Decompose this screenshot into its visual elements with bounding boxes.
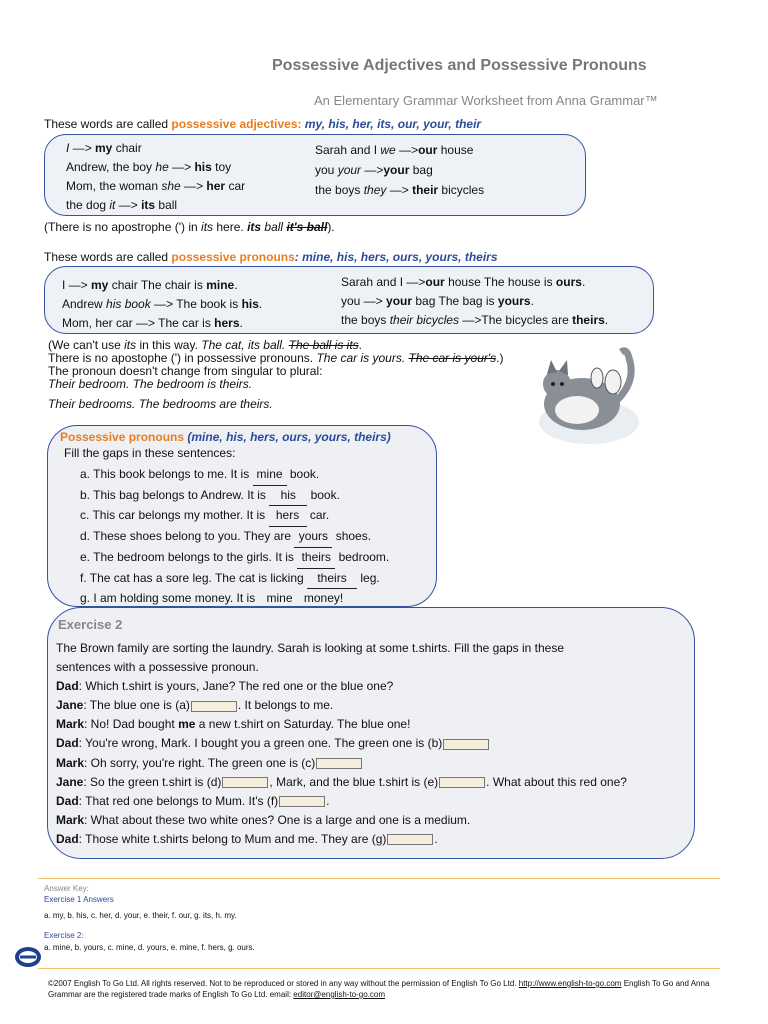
answer-key-ex1: a. my, b. his, c. her, d. your, e. their, f. our, g. its, h. my. xyxy=(44,911,237,920)
answer-input[interactable] xyxy=(191,701,237,712)
adj-row: you your —>your bag xyxy=(315,163,433,177)
exercise-item: d. These shoes belong to you. They are yours shoes. xyxy=(80,527,389,548)
pronouns-notes xyxy=(48,339,504,411)
divider xyxy=(38,968,720,969)
exercise-item: g. I am holding some money. It is mine money! xyxy=(80,589,389,610)
dialogue-line: Dad: You're wrong, Mark. I bought you a green one. The green one is (b) xyxy=(56,734,627,753)
answer-gap[interactable]: mine xyxy=(253,465,287,486)
exercise-item: a. This book belongs to me. It is mine book. xyxy=(80,465,389,486)
website-link[interactable]: http://www.english-to-go.com xyxy=(518,979,622,988)
adj-row: Sarah and I we —>our house xyxy=(315,143,474,157)
adj-row: the boys they —> their bicycles xyxy=(315,183,485,197)
exercise2-body xyxy=(56,639,627,849)
answer-key-ex1-label: Exercise 1 Answers xyxy=(44,895,114,904)
footer xyxy=(48,978,728,1000)
footer-line: ©2007 English To Go Ltd. All rights reserved. Not to be reproduced or stored in any way without the permission of English To Go Ltd. http://www.english-to-go.com English To Go and Anna xyxy=(48,979,710,988)
intro-words: my, his, her, its, our, your, their xyxy=(301,117,482,131)
cat-illustration-icon xyxy=(527,342,667,456)
answer-key-ex2-label: Exercise 2: xyxy=(44,931,84,940)
page-subtitle: An Elementary Grammar Worksheet from Anna Grammar™ xyxy=(314,93,658,108)
answer-key-ex2: a. mine, b. yours, c. mine, d. yours, e. mine, f. hers, g. ours. xyxy=(44,943,255,952)
dialogue-line: Mark: No! Dad bought me a new t.shirt on Saturday. The blue one! xyxy=(56,717,411,732)
pron-row: Mom, her car —> The car is hers. xyxy=(62,316,243,330)
dialogue-line: Dad: That red one belongs to Mum. It's (f) . xyxy=(56,793,330,808)
adj-row: I —> my chair xyxy=(66,141,142,155)
pron-row: the boys their bicycles —>The bicycles are theirs. xyxy=(341,313,609,327)
answer-gap[interactable]: hers xyxy=(269,506,307,527)
exercise-item: e. The bedroom belongs to the girls. It is theirs bedroom. xyxy=(80,548,389,569)
pron-row: Andrew his book —> The book is his. xyxy=(62,297,263,311)
answer-input[interactable] xyxy=(279,796,325,807)
pron-row: I —> my chair The chair is mine. xyxy=(62,278,238,292)
exercise1-instruction: Fill the gaps in these sentences: xyxy=(64,446,236,460)
exercise2-heading: Exercise 2 xyxy=(58,617,123,632)
answer-gap[interactable]: his xyxy=(269,486,307,507)
note-line: There is no apostophe (') in possessive pronouns. The car is yours. The car is your's.) xyxy=(48,351,504,365)
answer-gap[interactable]: theirs xyxy=(297,548,335,569)
exercise-item: f. The cat has a sore leg. The cat is licking theirs leg. xyxy=(80,569,389,590)
email-link[interactable]: editor@english-to-go.com xyxy=(293,990,386,999)
english-to-go-logo-icon xyxy=(14,946,42,968)
note-line: The pronoun doesn't change from singular to plural: xyxy=(48,364,323,378)
page-title: Possessive Adjectives and Possessive Pronouns xyxy=(272,57,647,74)
answer-input[interactable] xyxy=(443,739,489,750)
exercise-item: c. This car belongs my mother. It is hers car. xyxy=(80,506,389,527)
adj-row: the dog it —> its ball xyxy=(66,198,178,212)
answer-input[interactable] xyxy=(439,777,485,788)
answer-input[interactable] xyxy=(387,834,433,845)
answer-key-label: Answer Key: xyxy=(44,884,89,893)
dialogue-line: Mark: What about these two white ones? One is a large and one is a medium. xyxy=(56,812,471,827)
answer-gap[interactable]: yours xyxy=(294,527,332,548)
adj-row: Mom, the woman she —> her car xyxy=(66,179,246,193)
exercise2-intro: The Brown family are sorting the laundry. Sarah is looking at some t.shirts. Fill the gaps in these xyxy=(56,641,565,655)
adjectives-note: (There is no apostrophe (') in its here. its ball it's ball). xyxy=(44,220,335,234)
intro-text: These words are called xyxy=(44,117,172,131)
footer-line: Grammar are the registered trade marks of English To Go Ltd. email: editor@english-to-go.com xyxy=(48,990,386,999)
note-line: Their bedrooms. The bedrooms are theirs. xyxy=(48,397,273,411)
dialogue-line: Mark: Oh sorry, you're right. The green one is (c) xyxy=(56,754,627,773)
exercise1-items xyxy=(80,465,389,610)
adj-row: Andrew, the boy he —> his toy xyxy=(66,160,232,174)
exercise2-intro: sentences with a possessive pronoun. xyxy=(56,660,259,675)
note-line: Their bedroom. The bedroom is theirs. xyxy=(48,377,253,391)
answer-gap[interactable]: mine xyxy=(259,589,301,610)
divider xyxy=(38,878,720,879)
pronouns-right xyxy=(341,273,608,330)
adjectives-left xyxy=(66,139,245,215)
exercise-item: b. This bag belongs to Andrew. It is his book. xyxy=(80,486,389,507)
intro-term: possessive adjectives: xyxy=(171,117,302,131)
dialogue-line: Dad: Those white t.shirts belong to Mum and me. They are (g) . xyxy=(56,831,438,846)
pron-row: Sarah and I —>our house The house is ours. xyxy=(341,275,586,289)
pron-row: you —> your bag The bag is yours. xyxy=(341,294,534,308)
answer-gap[interactable]: theirs xyxy=(307,569,357,590)
adjectives-right xyxy=(315,140,484,200)
exercise1-heading: Possessive pronouns (mine, his, hers, ours, yours, theirs) xyxy=(60,430,391,444)
pronouns-left xyxy=(62,276,262,333)
dialogue-line: Jane: So the green t.shirt is (d) , Mark, and the blue t.shirt is (e) . What about this red one? xyxy=(56,774,627,789)
adjectives-intro xyxy=(44,117,481,131)
answer-input[interactable] xyxy=(222,777,268,788)
answer-input[interactable] xyxy=(316,758,362,769)
dialogue-line: Dad: Which t.shirt is yours, Jane? The red one or the blue one? xyxy=(56,679,394,694)
note-line: (We can't use its in this way. The cat, its ball. The ball is its. xyxy=(48,338,363,352)
dialogue-line: Jane: The blue one is (a) . It belongs to me. xyxy=(56,698,334,713)
pronouns-intro: These words are called possessive pronouns: mine, his, hers, ours, yours, theirs xyxy=(44,250,498,264)
